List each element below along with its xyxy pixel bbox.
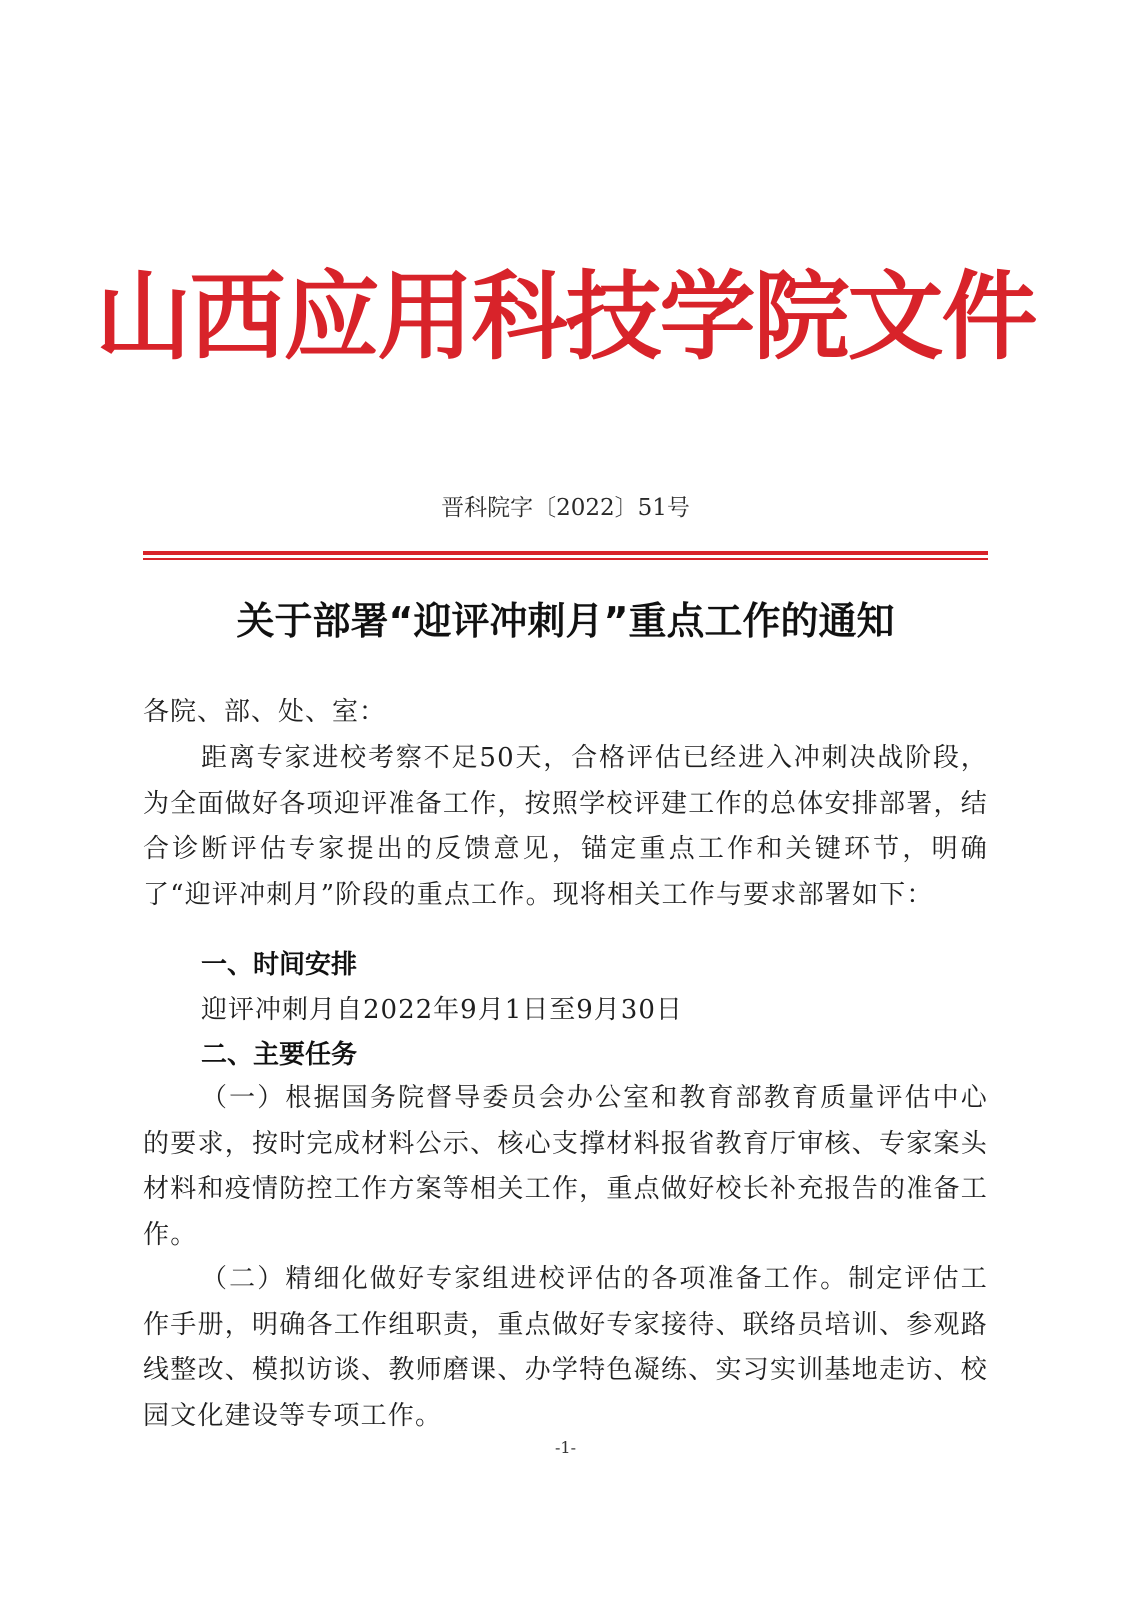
task-paragraph-1: （一）根据国务院督导委员会办公室和教育部教育质量评估中心的要求，按时完成材料公示、核心支撑材料报省教育厅审核、专家案头材料和疫情防控工作方案等相关工作，重点做好校长补充报告的准备工作。 (143, 1083, 988, 1250)
red-divider-thin (143, 558, 988, 560)
page-number: -1- (555, 1438, 576, 1457)
section-heading-schedule: 一、时间安排 (201, 950, 358, 980)
document-header-title: 山西应用科技学院文件 (95, 260, 1036, 373)
notice-title: 关于部署“迎评冲刺月”重点工作的通知 (236, 599, 895, 643)
document-number: 晋科院字〔2022〕51号 (441, 495, 690, 521)
red-divider-thick (143, 551, 988, 555)
task-paragraph-2: （二）精细化做好专家组进校评估的各项准备工作。制定评估工作手册，明确各工作组职责，重点做好专家接待、联络员培训、参观路线整改、模拟访谈、教师磨课、办学特色凝练、实习实训基地走访、校园文化建设等专项工作。 (143, 1264, 988, 1431)
intro-paragraph: 距离专家进校考察不足50天，合格评估已经进入冲刺决战阶段，为全面做好各项迎评准备工作，按照学校评建工作的总体安排部署，结合诊断评估专家提出的反馈意见，锚定重点工作和关键环节，明确了“迎评冲刺月”阶段的重点工作。现将相关工作与要求部署如下： (143, 743, 988, 910)
salutation: 各院、部、处、室： (143, 697, 387, 727)
schedule-text: 迎评冲刺月自2022年9月1日至9月30日 (201, 995, 683, 1025)
section-heading-tasks: 二、主要任务 (201, 1040, 358, 1070)
